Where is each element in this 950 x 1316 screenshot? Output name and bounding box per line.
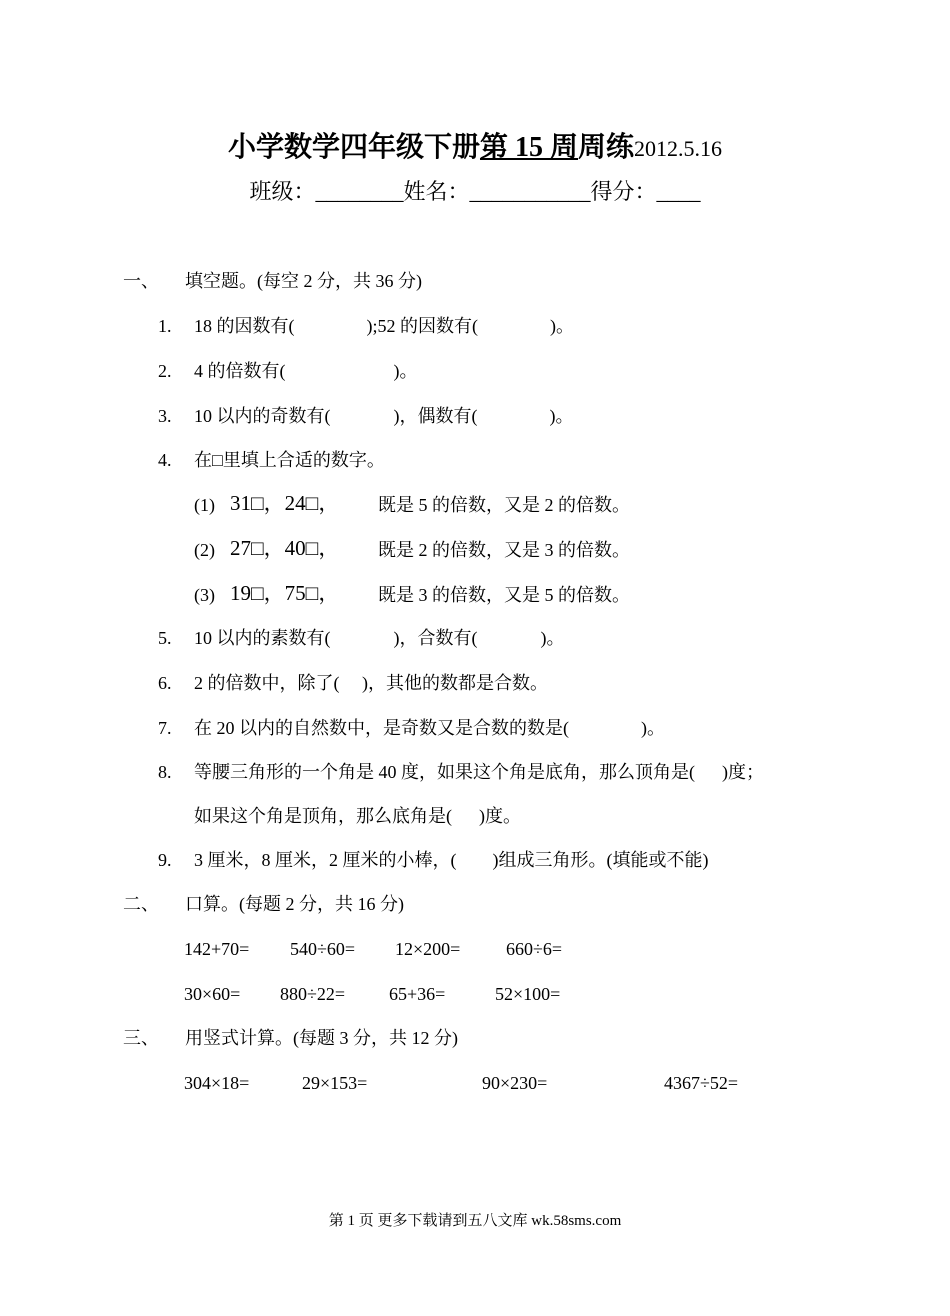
sub-item-numbers: 27□，40□，: [230, 536, 340, 560]
mental-math-problem: 30×60=: [184, 984, 241, 1004]
page-title: [0, 128, 950, 169]
vertical-calc-problem: 29×153=: [302, 1073, 368, 1093]
section1-number: 一、: [123, 271, 159, 291]
title-date: 2012.5.16: [634, 136, 723, 161]
student-info-line: 班级：________姓名：___________得分：____: [249, 179, 701, 204]
item-number: 9.: [158, 850, 172, 870]
item-number: 1.: [158, 316, 172, 336]
title-prefix: 小学数学四年级下册: [227, 132, 480, 163]
title-week: 第 15 周: [479, 132, 578, 163]
mental-math-problem: 12×200=: [395, 939, 461, 959]
mental-math-problem: 660÷6=: [506, 939, 563, 959]
item-text: 在□里填上合适的数字。: [194, 450, 385, 470]
item-text-continued: 如果这个角是顶角，那么底角是( )度。: [194, 806, 521, 826]
vertical-calc-problem: 90×230=: [482, 1073, 548, 1093]
section3-number: 三、: [123, 1028, 159, 1048]
sub-item-label: (3): [194, 585, 215, 605]
item-number: 6.: [158, 673, 172, 693]
section1-heading: 填空题。(每空 2 分，共 36 分): [185, 271, 422, 291]
title-suffix: 周练: [578, 132, 635, 163]
page-footer: 第 1 页 更多下载请到五八文库 wk.58sms.com: [328, 1213, 622, 1229]
sub-item-numbers: 31□，24□，: [230, 491, 340, 515]
sub-item-text: 既是 5 的倍数，又是 2 的倍数。: [378, 495, 630, 515]
sub-item-label: (1): [194, 495, 215, 515]
section3-heading: 用竖式计算。(每题 3 分，共 12 分): [185, 1028, 458, 1048]
item-number: 4.: [158, 450, 172, 470]
item-text: 10 以内的奇数有( )，偶数有( )。: [194, 406, 574, 426]
item-text: 4 的倍数有( )。: [194, 361, 418, 381]
item-number: 3.: [158, 406, 172, 426]
mental-math-problem: 540÷60=: [290, 939, 356, 959]
mental-math-problem: 142+70=: [184, 939, 250, 959]
item-text: 等腰三角形的一个角是 40 度，如果这个角是底角，那么顶角是( )度；: [194, 762, 764, 782]
item-number: 5.: [158, 628, 172, 648]
item-text: 10 以内的素数有( )，合数有( )。: [194, 628, 565, 648]
sub-item-numbers: 19□，75□，: [230, 581, 340, 605]
sub-item-text: 既是 2 的倍数，又是 3 的倍数。: [378, 540, 630, 560]
mental-math-problem: 65+36=: [389, 984, 446, 1004]
vertical-calc-problem: 304×18=: [184, 1073, 250, 1093]
vertical-calc-problem: 4367÷52=: [664, 1073, 739, 1093]
sub-item-text: 既是 3 的倍数，又是 5 的倍数。: [378, 585, 630, 605]
section2-number: 二、: [123, 894, 159, 914]
mental-math-problem: 880÷22=: [280, 984, 346, 1004]
sub-item-label: (2): [194, 540, 215, 560]
section2-heading: 口算。(每题 2 分，共 16 分): [185, 894, 404, 914]
mental-math-problem: 52×100=: [495, 984, 561, 1004]
item-number: 2.: [158, 361, 172, 381]
item-text: 2 的倍数中，除了( )，其他的数都是合数。: [194, 673, 548, 693]
item-text: 3 厘米，8 厘米，2 厘米的小棒，( )组成三角形。(填能或不能): [194, 850, 709, 870]
item-number: 8.: [158, 762, 172, 782]
item-number: 7.: [158, 718, 172, 738]
item-text: 在 20 以内的自然数中，是奇数又是合数的数是( )。: [194, 718, 665, 738]
item-text: 18 的因数有( );52 的因数有( )。: [194, 316, 574, 336]
